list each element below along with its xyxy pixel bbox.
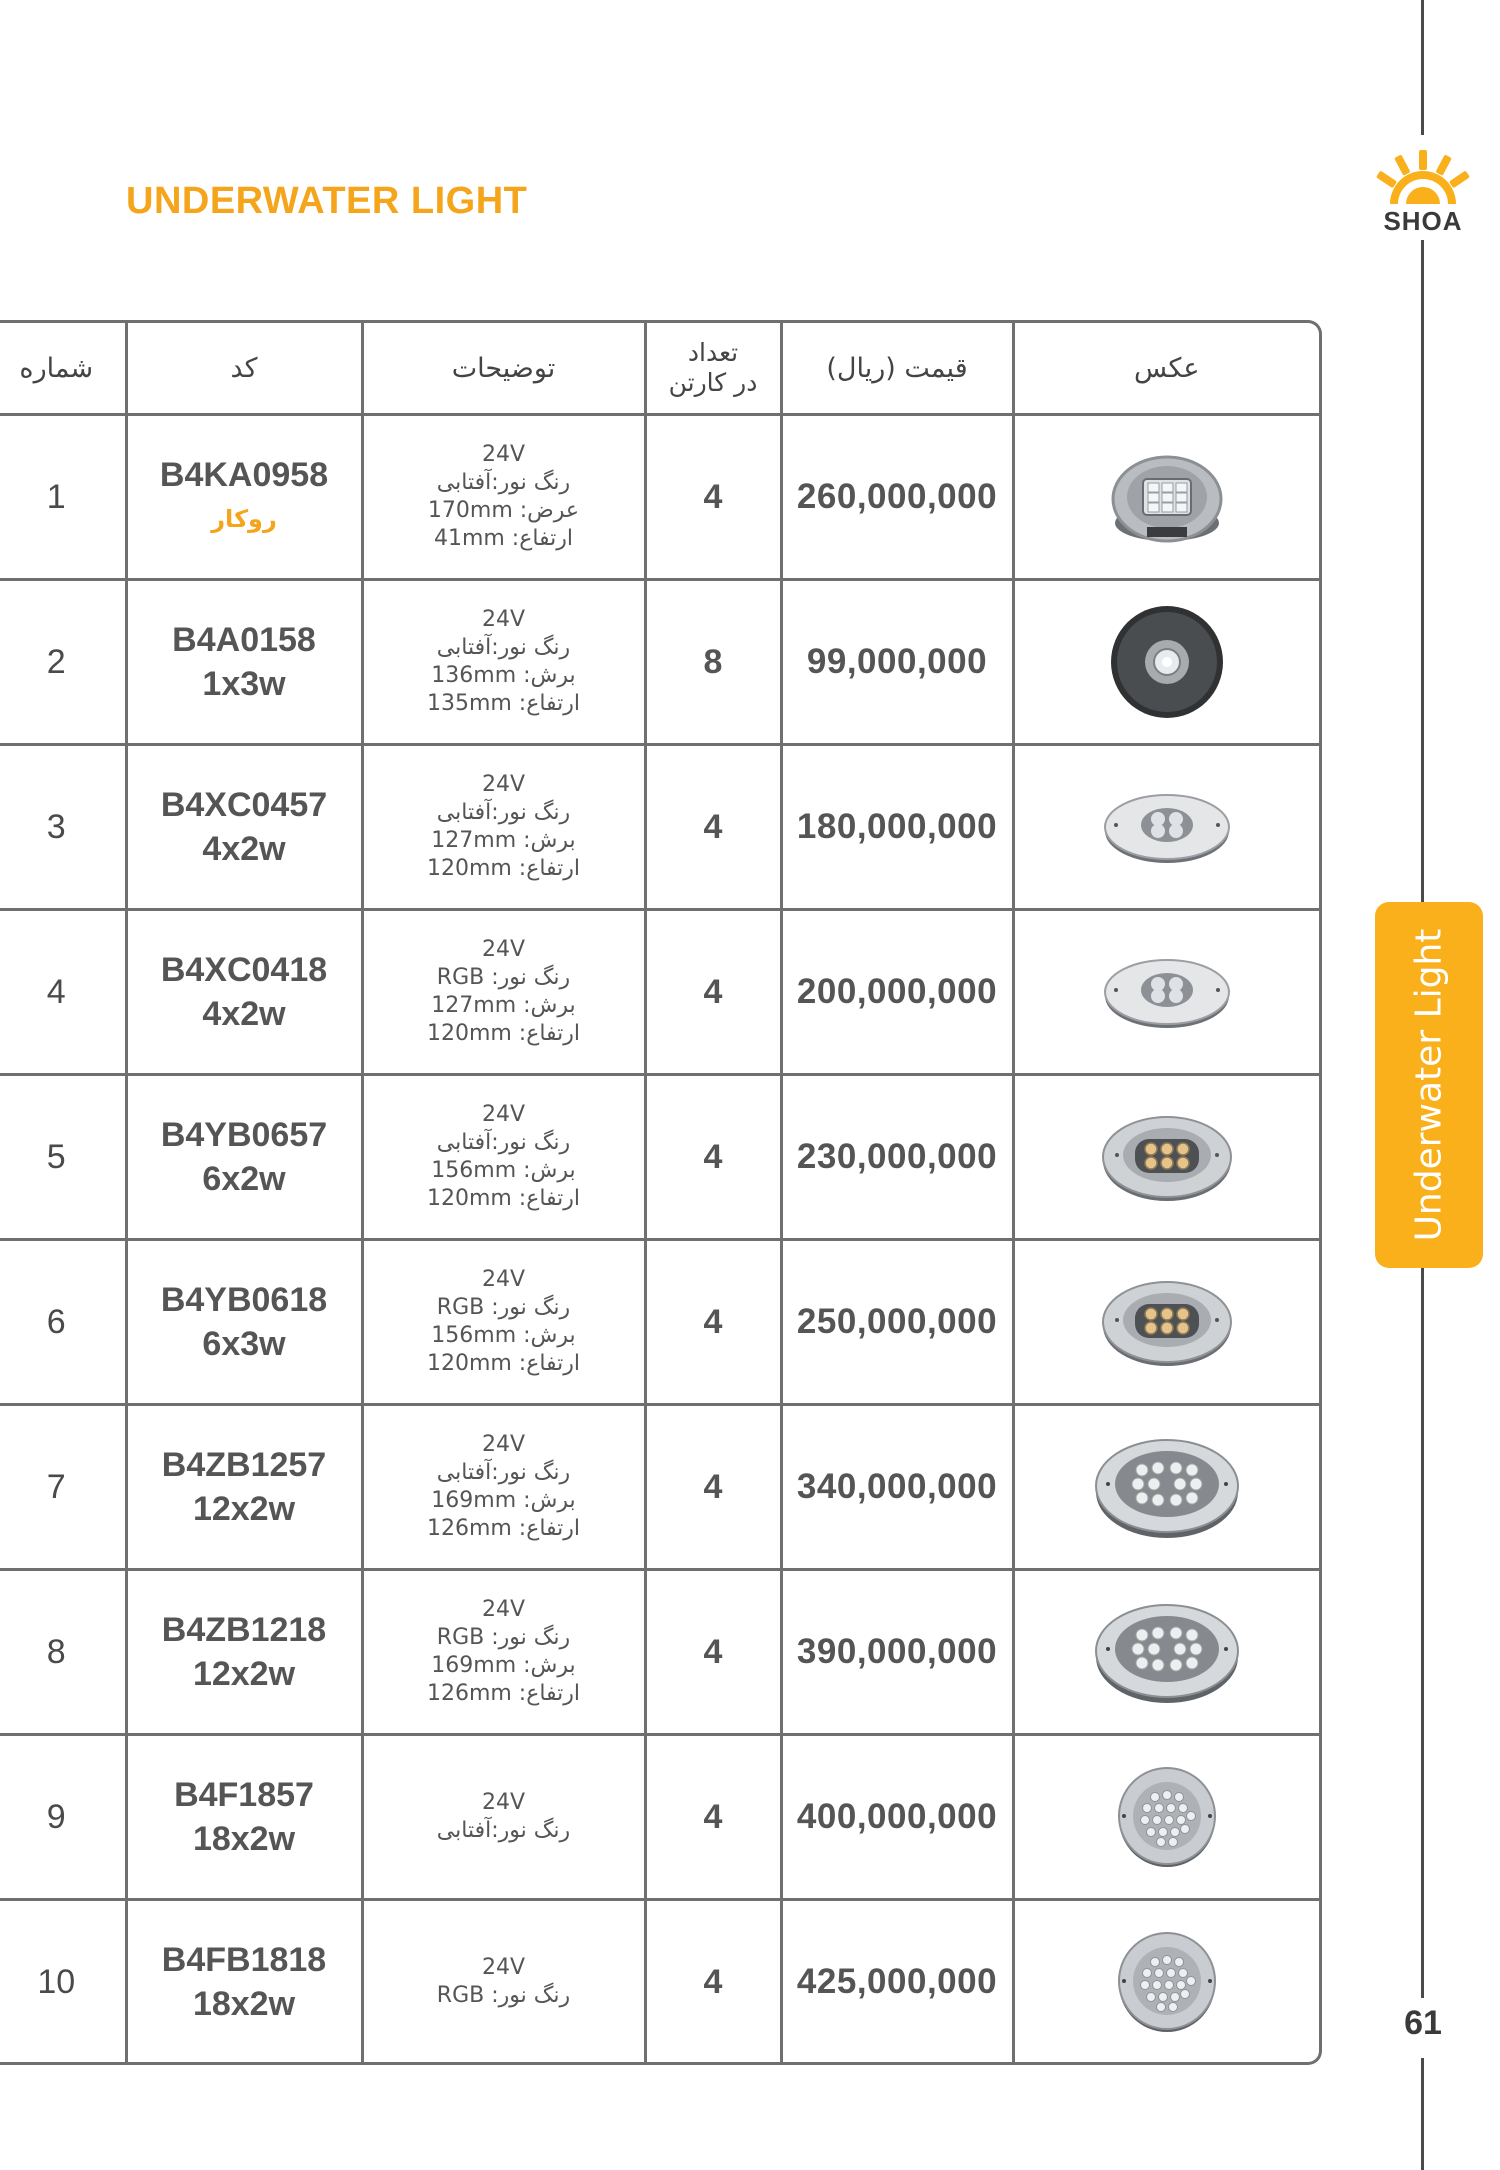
description-cell xyxy=(362,580,645,745)
four-led-fixture-icon xyxy=(1015,787,1320,867)
product-image-cell xyxy=(1013,1900,1319,2064)
carton-qty: 4 xyxy=(645,1735,781,1900)
power-rating: 6x3w xyxy=(202,1325,286,1363)
price-value: 99,000,000 xyxy=(781,580,1013,745)
power-rating: 4x2w xyxy=(202,830,286,868)
product-image-cell xyxy=(1013,910,1319,1075)
description-cell xyxy=(362,1570,645,1735)
page-title: UNDERWATER LIGHT xyxy=(126,180,528,222)
price-value: 425,000,000 xyxy=(781,1900,1013,2064)
row-number: 6 xyxy=(0,1240,126,1405)
description-cell xyxy=(362,415,645,580)
description-line: رنگ نور: RGB xyxy=(436,1625,571,1650)
description-line: رنگ نور:آفتابی xyxy=(436,635,571,660)
product-code: B4ZB1218 xyxy=(161,1611,327,1649)
product-code: B4YB0657 xyxy=(160,1116,328,1154)
description-line: رنگ نور:آفتابی xyxy=(436,1818,571,1843)
description-line: برش: 127mm xyxy=(431,993,576,1018)
product-image-cell xyxy=(1013,580,1319,745)
table-row xyxy=(0,1570,1319,1735)
description-line: رنگ نور:آفتابی xyxy=(436,800,571,825)
description-cell xyxy=(362,1075,645,1240)
sun-logo-icon xyxy=(1360,148,1486,208)
product-code-cell xyxy=(126,1240,362,1405)
carton-qty: 4 xyxy=(645,1240,781,1405)
power-rating: 1x3w xyxy=(202,665,286,703)
description-line: برش: 127mm xyxy=(431,828,576,853)
product-image-cell xyxy=(1013,1570,1319,1735)
product-code: B4XC0418 xyxy=(160,951,328,989)
price-value: 390,000,000 xyxy=(781,1570,1013,1735)
header-code: کد xyxy=(126,323,362,415)
carton-qty: 4 xyxy=(645,745,781,910)
description-line: برش: 169mm xyxy=(431,1653,576,1678)
price-table xyxy=(0,320,1322,2065)
price-value: 230,000,000 xyxy=(781,1075,1013,1240)
header-image: عکس xyxy=(1013,323,1319,415)
product-code-cell xyxy=(126,1900,362,2064)
four-led-fixture-icon xyxy=(1015,952,1320,1032)
description-line: 24V xyxy=(481,1102,526,1127)
carton-qty: 4 xyxy=(645,1405,781,1570)
carton-qty: 4 xyxy=(645,1075,781,1240)
carton-qty: 4 xyxy=(645,1570,781,1735)
product-code: B4ZB1257 xyxy=(161,1446,327,1484)
description-line: ارتفاع: 41mm xyxy=(433,526,574,551)
price-value: 340,000,000 xyxy=(781,1405,1013,1570)
table-header-row xyxy=(0,323,1319,415)
carton-qty: 8 xyxy=(645,580,781,745)
table-row xyxy=(0,1405,1319,1570)
description-line: 24V xyxy=(481,1267,526,1292)
page-number: 61 xyxy=(1386,2000,1460,2047)
rail-line-bottom xyxy=(1421,2058,1424,2170)
section-tab[interactable] xyxy=(1375,902,1483,1268)
product-image-cell xyxy=(1013,1735,1319,1900)
header-qty xyxy=(645,323,781,415)
product-image-cell xyxy=(1013,415,1319,580)
header-qty-line2: در کارتن xyxy=(668,368,758,397)
rail-line-middle xyxy=(1421,240,1424,902)
table-row xyxy=(0,415,1319,580)
eighteen-led-fixture-icon xyxy=(1015,1930,1320,2034)
product-image-cell xyxy=(1013,1405,1319,1570)
description-cell xyxy=(362,1405,645,1570)
row-number: 10 xyxy=(0,1900,126,2064)
row-number: 3 xyxy=(0,745,126,910)
twelve-led-fixture-icon xyxy=(1015,1597,1320,1707)
rail-line-top xyxy=(1421,0,1424,135)
product-image-cell xyxy=(1013,745,1319,910)
table-row xyxy=(0,580,1319,745)
twelve-led-fixture-icon xyxy=(1015,1432,1320,1542)
row-number: 5 xyxy=(0,1075,126,1240)
description-cell xyxy=(362,1735,645,1900)
product-code-cell xyxy=(126,580,362,745)
description-cell xyxy=(362,745,645,910)
header-qty-line1: تعداد xyxy=(687,338,739,367)
description-line: 24V xyxy=(481,772,526,797)
single-led-dark-fixture-icon xyxy=(1015,602,1320,722)
carton-qty: 4 xyxy=(645,415,781,580)
table-row xyxy=(0,1735,1319,1900)
price-value: 180,000,000 xyxy=(781,745,1013,910)
brand-logo xyxy=(1360,148,1486,234)
section-tab-label: Underwater Light xyxy=(1408,928,1450,1242)
description-line: رنگ نور:آفتابی xyxy=(436,1460,571,1485)
description-line: رنگ نور: RGB xyxy=(436,1295,571,1320)
product-code: B4FB1818 xyxy=(161,1941,327,1979)
description-line: 24V xyxy=(481,1432,526,1457)
description-line: 24V xyxy=(481,607,526,632)
table-row xyxy=(0,1075,1319,1240)
description-line: 24V xyxy=(481,1955,526,1980)
product-code: B4YB0618 xyxy=(160,1281,328,1319)
description-cell xyxy=(362,1240,645,1405)
description-cell xyxy=(362,910,645,1075)
power-rating: 6x2w xyxy=(202,1160,286,1198)
product-code-cell xyxy=(126,745,362,910)
description-line: ارتفاع: 120mm xyxy=(426,1186,581,1211)
brand-name: SHOA xyxy=(1383,206,1463,236)
price-value: 200,000,000 xyxy=(781,910,1013,1075)
product-image-cell xyxy=(1013,1240,1319,1405)
description-line: 24V xyxy=(481,937,526,962)
description-line: ارتفاع: 135mm xyxy=(426,691,581,716)
product-code-cell xyxy=(126,1405,362,1570)
description-line: برش: 169mm xyxy=(431,1488,576,1513)
table-row xyxy=(0,910,1319,1075)
row-number: 2 xyxy=(0,580,126,745)
description-line: رنگ نور:آفتابی xyxy=(436,1130,571,1155)
row-number: 7 xyxy=(0,1405,126,1570)
price-value: 260,000,000 xyxy=(781,415,1013,580)
description-line: برش: 156mm xyxy=(431,1323,576,1348)
power-rating: 18x2w xyxy=(192,1820,296,1858)
description-line: ارتفاع: 120mm xyxy=(426,856,581,881)
header-description: توضیحات xyxy=(362,323,645,415)
description-line: 24V xyxy=(481,1790,526,1815)
description-line: برش: 136mm xyxy=(431,663,576,688)
surface-square-led-fixture-icon xyxy=(1015,447,1320,547)
description-line: ارتفاع: 126mm xyxy=(426,1681,581,1706)
description-line: عرض: 170mm xyxy=(427,498,580,523)
description-line: رنگ نور:آفتابی xyxy=(436,470,571,495)
product-code-cell xyxy=(126,1075,362,1240)
mount-type-label: روکار xyxy=(211,505,277,533)
description-line: برش: 156mm xyxy=(431,1158,576,1183)
power-rating: 18x2w xyxy=(192,1985,296,2023)
carton-qty: 4 xyxy=(645,910,781,1075)
table-row xyxy=(0,1900,1319,2064)
description-line: 24V xyxy=(481,1597,526,1622)
description-line: ارتفاع: 126mm xyxy=(426,1516,581,1541)
product-code: B4F1857 xyxy=(174,1776,314,1814)
power-rating: 12x2w xyxy=(192,1490,296,1528)
power-rating: 12x2w xyxy=(192,1655,296,1693)
power-rating: 4x2w xyxy=(202,995,286,1033)
description-line: رنگ نور: RGB xyxy=(436,965,571,990)
table-row xyxy=(0,1240,1319,1405)
product-code-cell xyxy=(126,1570,362,1735)
row-number: 9 xyxy=(0,1735,126,1900)
row-number: 8 xyxy=(0,1570,126,1735)
description-line: ارتفاع: 120mm xyxy=(426,1351,581,1376)
price-value: 400,000,000 xyxy=(781,1735,1013,1900)
product-image-cell xyxy=(1013,1075,1319,1240)
table-row xyxy=(0,745,1319,910)
product-code: B4XC0457 xyxy=(160,786,328,824)
row-number: 4 xyxy=(0,910,126,1075)
product-code-cell xyxy=(126,1735,362,1900)
product-code: B4KA0958 xyxy=(159,456,329,494)
description-cell xyxy=(362,1900,645,2064)
carton-qty: 4 xyxy=(645,1900,781,2064)
eighteen-led-fixture-icon xyxy=(1015,1765,1320,1869)
six-led-fixture-icon xyxy=(1015,1274,1320,1370)
description-line: ارتفاع: 120mm xyxy=(426,1021,581,1046)
description-line: رنگ نور: RGB xyxy=(436,1983,571,2008)
rail-line-lower xyxy=(1421,1268,1424,1998)
product-code: B4A0158 xyxy=(172,621,316,659)
product-code-cell xyxy=(126,910,362,1075)
six-led-fixture-icon xyxy=(1015,1109,1320,1205)
description-line: 24V xyxy=(481,442,526,467)
header-price: قیمت (ریال) xyxy=(781,323,1013,415)
header-number: شماره xyxy=(0,323,126,415)
row-number: 1 xyxy=(0,415,126,580)
price-value: 250,000,000 xyxy=(781,1240,1013,1405)
product-code-cell xyxy=(126,415,362,580)
